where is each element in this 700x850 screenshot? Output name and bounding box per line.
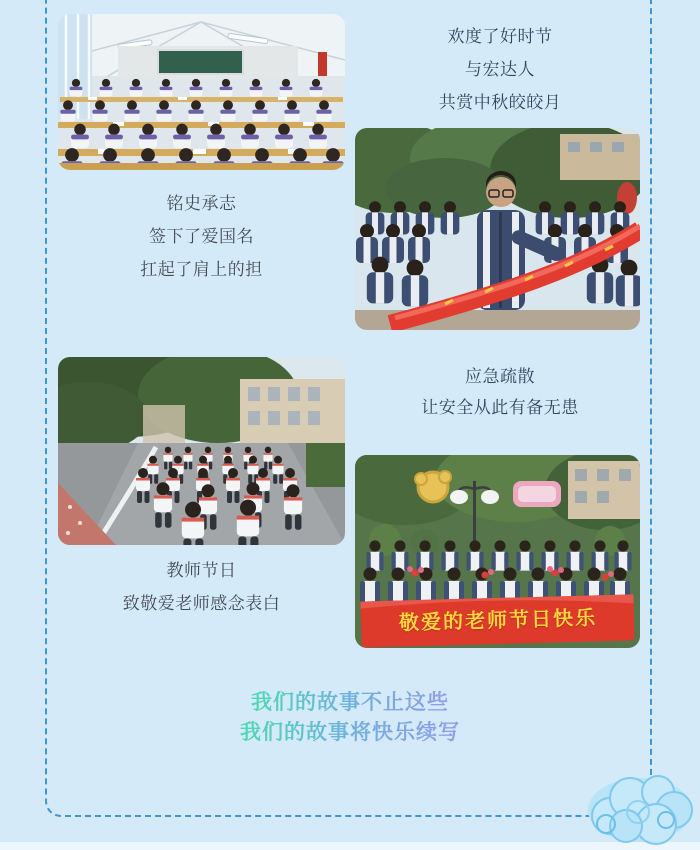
patriotic-line-2: 签下了爱国名 — [149, 227, 254, 246]
window-band — [58, 14, 92, 119]
teachers-day-caption — [58, 554, 345, 620]
red-flag — [318, 52, 327, 76]
banner-text: 敬爱的老师节日快乐 — [398, 607, 598, 635]
teachers-day-line-1: 教师节日 — [166, 561, 237, 580]
patriotic-line-3: 扛起了肩上的担 — [140, 260, 263, 279]
closing-text — [0, 688, 700, 748]
hedge — [306, 443, 345, 487]
cloud-decoration-icon — [572, 764, 700, 848]
closing-line-2: 我们的故事将快乐续写 — [240, 721, 460, 744]
mid-autumn-line-3: 共赏中秋皎皎月 — [438, 93, 562, 112]
evacuation-line-2: 让安全从此有备无患 — [421, 398, 579, 417]
evacuation-line-1: 应急疏散 — [465, 367, 535, 386]
patriotic-line-1: 铭史承志 — [166, 194, 237, 213]
ribbon-signing-illustration — [355, 128, 640, 330]
chalkboard — [158, 50, 243, 74]
closing-line-1: 我们的故事不止这些 — [251, 691, 449, 714]
classroom-photo[interactable] — [58, 14, 345, 170]
running-photo[interactable] — [58, 357, 345, 545]
building — [560, 134, 640, 180]
running-illustration — [58, 357, 345, 545]
teachers-day-line-2: 致敬爱老师感念表白 — [122, 594, 281, 613]
mid-autumn-line-1: 欢度了好时节 — [447, 27, 553, 46]
mid-autumn-line-2: 与宏达人 — [465, 60, 535, 79]
classroom-photo-illustration — [58, 14, 345, 170]
mid-autumn-caption — [355, 20, 645, 119]
evacuation-caption — [355, 361, 645, 423]
patriotic-caption — [58, 187, 345, 286]
ribbon-signing-photo[interactable] — [355, 128, 640, 330]
